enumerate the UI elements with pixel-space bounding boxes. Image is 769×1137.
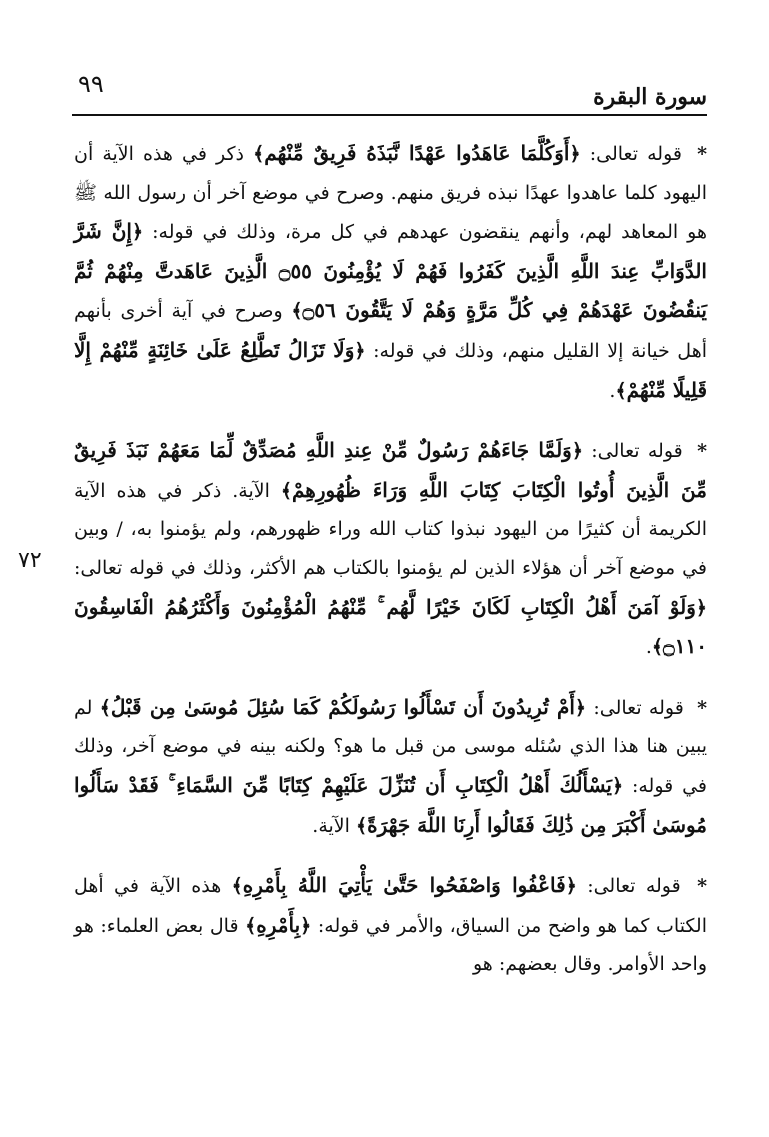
close-bracket: ﴾ — [615, 379, 627, 402]
open-bracket: ﴿ — [131, 221, 144, 244]
full-stop: . — [609, 379, 616, 402]
quran-quote: إِنَّ شَرَّ الدَّوَابِّ عِندَ اللَّهِ الَّذِينَ كَفَرُوا فَهُمْ لَا يُؤْمِنُونَ ۝٥٥ الَّذِينَ عَاهَدتَّ مِنْهُمْ ثُمَّ يَنقُضُونَ عَهْدَهُمْ فِي كُلِّ مَرَّةٍ وَهُمْ لَا يَتَّقُونَ ۝٥٦ — [74, 219, 708, 323]
margin-number: ٧٢ — [18, 548, 42, 573]
lead-text: قوله تعالى: — [589, 143, 682, 165]
close-bracket: ﴾ — [291, 300, 303, 323]
quran-quote: بِأَمْرِهِ — [256, 912, 301, 937]
surah-title: سورة البقرة — [593, 84, 707, 110]
quran-quote: أَمْ تُرِيدُونَ أَن تَسْأَلُوا رَسُولَكُمْ كَمَا سُئِلَ مُوسَىٰ مِن قَبْلُ — [110, 694, 575, 719]
open-bracket: ﴿ — [612, 774, 624, 797]
close-bracket: ﴾ — [99, 696, 111, 719]
lead-text: قوله تعالى: — [587, 875, 681, 898]
quran-quote: وَلَمَّا جَاءَهُمْ رَسُولٌ مِّنْ عِندِ اللَّهِ مُصَدِّقٌ لِّمَا مَعَهُمْ نَبَذَ فَرِيقٌ مِّنَ الَّذِينَ أُوتُوا الْكِتَابَ كِتَابَ اللَّهِ وَرَاءَ ظُهُورِهِمْ — [74, 438, 707, 502]
lead-text: قوله تعالى: — [591, 440, 683, 463]
page-number: ٩٩ — [78, 70, 104, 98]
bullet-star: * — [697, 440, 707, 463]
lead-text: قوله تعالى: — [593, 696, 684, 719]
open-bracket: ﴿ — [574, 696, 587, 719]
body-text: هذه الآية في أهل الكتاب كما هو واضح من السياق، والأمر في قوله: — [74, 875, 707, 937]
bullet-star: * — [697, 696, 708, 719]
open-bracket: ﴿ — [300, 914, 312, 937]
body-text: قال بعض العلماء: هو واحد الأوامر. وقال بعضهم: هو — [74, 914, 707, 976]
paragraph-1 — [74, 134, 707, 410]
open-bracket: ﴿ — [569, 143, 581, 165]
header-rule — [72, 114, 707, 116]
quran-quote: يَسْأَلُكَ أَهْلُ الْكِتَابِ أَن تُنَزِّلَ عَلَيْهِمْ كِتَابًا مِّنَ السَّمَاءِ ۚ فَقَدْ سَأَلُوا مُوسَىٰ أَكْبَرَ مِن ذَٰلِكَ فَقَالُوا أَرِنَا اللَّهَ جَهْرَةً — [74, 772, 707, 837]
paragraph-4 — [74, 866, 707, 984]
body-text: وصرح في آية أخرى بأنهم أهل خيانة إلا القليل منهم، وذلك في قوله: — [74, 300, 707, 362]
paragraph-2 — [74, 431, 707, 667]
body-text: الآية. ذكر في هذه الآية الكريمة أن كثيرًا من اليهود نبذوا كتاب الله وراء ظهورهم، ولم يؤمنوا به، / وبين في موضع آخر أن هؤلاء الذين لم يؤمنوا بالكتاب هم الأكثر، وذلك في قوله تعالى: — [74, 479, 707, 579]
page-body — [74, 134, 707, 1005]
body-text: الآية. — [312, 814, 350, 837]
quran-quote: فَاعْفُوا وَاصْفَحُوا حَتَّىٰ يَأْتِيَ اللَّهُ بِأَمْرِهِ — [242, 873, 566, 898]
close-bracket: ﴾ — [651, 636, 664, 659]
close-bracket: ﴾ — [253, 143, 265, 165]
open-bracket: ﴿ — [571, 440, 583, 463]
open-bracket: ﴿ — [695, 596, 707, 619]
close-bracket: ﴾ — [355, 814, 368, 837]
quran-quote: أَوَكُلَّمَا عَاهَدُوا عَهْدًا نَّبَذَهُ فَرِيقٌ مِّنْهُم — [264, 141, 570, 165]
body-text: لم يبين هنا هذا الذي سُئله موسى من قبل ما هو؟ ولكنه بينه في موضع آخر، وذلك في قوله: — [74, 696, 707, 797]
quran-quote: وَلَا تَزَالُ تَطَّلِعُ عَلَىٰ خَائِنَةٍ مِّنْهُمْ إِلَّا قَلِيلًا مِّنْهُمْ — [74, 337, 707, 402]
bullet-star: * — [697, 875, 707, 898]
close-bracket: ﴾ — [231, 875, 243, 898]
quran-quote: وَلَوْ آمَنَ أَهْلُ الْكِتَابِ لَكَانَ خَيْرًا لَّهُم ۚ مِّنْهُمُ الْمُؤْمِنُونَ وَأَكْثَرُهُمُ الْفَاسِقُونَ ۝١١٠ — [74, 594, 707, 659]
body-text: ذكر في هذه الآية أن اليهود كلما عاهدوا عهدًا نبذه فريق منهم. وصرح في موضع آخر أن رسول الله ﷺ هو المعاهد لهم، وأنهم ينقضون عهدهم في كل مرة، وذلك في قوله: — [74, 143, 708, 244]
open-bracket: ﴿ — [354, 339, 366, 362]
open-bracket: ﴿ — [565, 875, 577, 898]
close-bracket: ﴾ — [245, 914, 257, 937]
paragraph-3 — [74, 688, 707, 845]
full-stop: . — [645, 636, 652, 659]
bullet-star: * — [697, 143, 707, 165]
close-bracket: ﴾ — [280, 479, 292, 502]
